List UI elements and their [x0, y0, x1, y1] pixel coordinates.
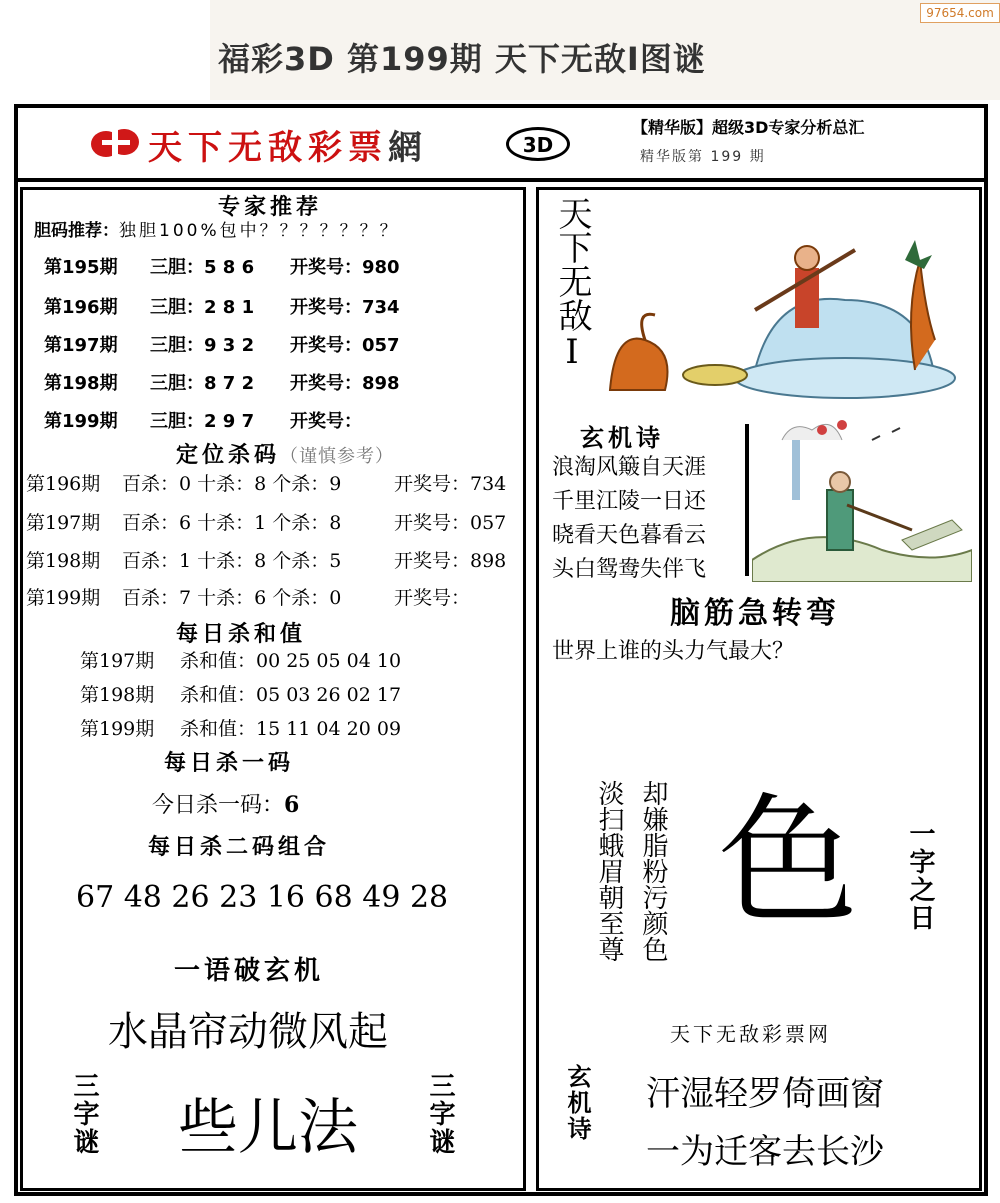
- position-kill-row: 第198期 百杀：1 十杀：8 个杀：5 开奖号：898: [26, 550, 507, 572]
- header-divider: [14, 178, 988, 182]
- position-kill-heading: 定位杀码（谨慎参考）: [176, 442, 395, 468]
- poem-line: 浪淘风簸自天涯: [552, 455, 707, 480]
- poem-line: 头白鸳鸯失伴飞: [552, 557, 707, 582]
- sum-kill-row: 第198期 杀和值：05 03 26 02 17: [80, 684, 402, 706]
- position-kill-row: 第196期 百杀：0 十杀：8 个杀：9 开奖号：734: [26, 473, 507, 495]
- riddle-big-character: 色: [718, 781, 859, 944]
- two-kill-heading: 每日杀二码组合: [148, 834, 331, 860]
- one-word-label: 一字之日: [905, 820, 935, 932]
- two-kill-values: 67 48 26 23 16 68 49 28: [76, 880, 449, 915]
- bottom-poem-label: 玄机诗: [563, 1064, 592, 1142]
- poem-line: 千里江陵一日还: [552, 489, 707, 514]
- vertical-title: 天下无敌Ⅰ: [552, 196, 592, 372]
- one-kill-value: 今日杀一码：6: [152, 792, 300, 818]
- poem-heading: 玄机诗: [580, 423, 664, 452]
- riddle-column-1: 却嫌脂粉污颜色: [638, 780, 668, 962]
- one-kill-heading: 每日杀一码: [164, 750, 295, 776]
- caution-note: （谨慎参考）: [280, 446, 395, 467]
- expert-heading: 专家推荐: [218, 194, 323, 220]
- expert-row: 第195期 三胆：5 8 6 开奖号：980: [44, 257, 400, 278]
- brain-question: 世界上谁的头力气最大？: [552, 639, 795, 664]
- expert-row: 第196期 三胆：2 8 1 开奖号：734: [44, 297, 400, 318]
- poem-line: 晓看天色暮看云: [552, 523, 707, 548]
- poem-divider: [745, 424, 749, 576]
- expert-row: 第197期 三胆：9 3 2 开奖号：057: [44, 335, 400, 356]
- dan-recommend: 胆码推荐：独胆100%包中？？？？？？？: [34, 221, 400, 241]
- bottom-poem-line: 汗湿轻罗倚画窗: [646, 1074, 884, 1114]
- site-footer: 天下无敌彩票网: [670, 1022, 831, 1046]
- lottery-logo-icon: [88, 122, 144, 162]
- sum-kill-row: 第197期 杀和值：00 25 05 04 10: [80, 650, 402, 672]
- page-title: 福彩3D 第199期 天下无敌Ⅰ图谜: [218, 40, 706, 78]
- site-name: 天下无敌彩票網: [148, 128, 428, 168]
- three-word-label-right: 三字谜: [425, 1072, 455, 1156]
- position-kill-row: 第199期 百杀：7 十杀：6 个杀：0 开奖号：: [26, 587, 471, 609]
- watermark-link[interactable]: 97654.com: [920, 3, 1000, 23]
- riddle-column-2: 淡扫蛾眉朝至尊: [594, 780, 624, 962]
- expert-row: 第198期 三胆：8 7 2 开奖号：898: [44, 373, 400, 394]
- expert-row: 第199期 三胆：2 9 7 开奖号：: [44, 411, 362, 432]
- edition-issue: 精华版第 199 期: [640, 149, 766, 165]
- three-word-label-left: 三字谜: [69, 1072, 99, 1156]
- illustration-fisherman: [752, 410, 972, 582]
- sum-kill-heading: 每日杀和值: [176, 621, 307, 647]
- hint-heading: 一语破玄机: [174, 956, 325, 986]
- edition-title: 【精华版】超级3D专家分析总汇: [632, 118, 865, 137]
- bottom-poem-line: 一为迁客去长沙: [646, 1132, 884, 1172]
- brain-heading: 脑筋急转弯: [670, 596, 840, 631]
- position-kill-row: 第197期 百杀：6 十杀：1 个杀：8 开奖号：057: [26, 512, 507, 534]
- sum-kill-row: 第199期 杀和值：15 11 04 20 09: [80, 718, 402, 740]
- 3d-badge: 3D: [506, 127, 570, 161]
- illustration-monkey: [605, 220, 965, 410]
- three-word-text: 些儿法: [178, 1093, 358, 1163]
- hint-text: 水晶帘动微风起: [108, 1009, 388, 1055]
